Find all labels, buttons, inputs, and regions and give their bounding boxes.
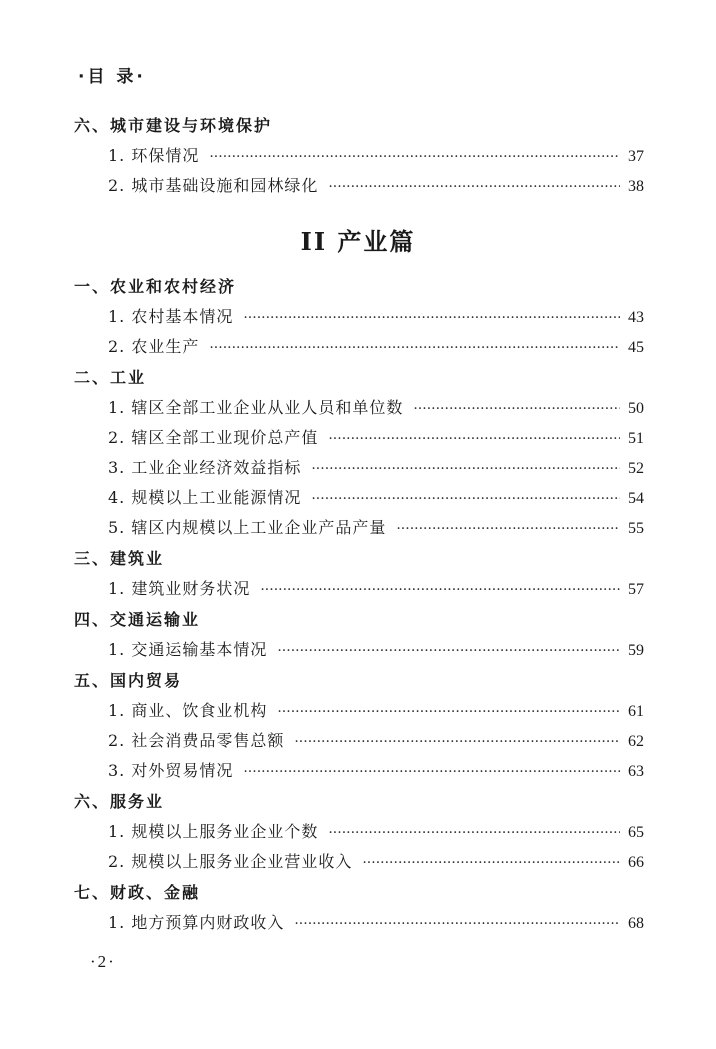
dot-leader: [243, 304, 620, 332]
entry-page-number: 59: [628, 642, 644, 659]
toc-entry[interactable]: [0, 697, 716, 725]
entry-page-number: 54: [628, 490, 644, 507]
entry-title: 3. 工业企业经济效益指标: [108, 458, 302, 477]
toc-entry[interactable]: [0, 333, 716, 361]
section-heading-text: 六、服务业: [74, 792, 165, 811]
entry-title: 2. 城市基础设施和园林绿化: [108, 176, 319, 195]
section-heading-text: 四、交通运输业: [74, 610, 201, 629]
toc-entry[interactable]: [0, 424, 716, 452]
entry-page-number: 66: [628, 854, 644, 871]
dot-leader: [396, 515, 620, 543]
entry-page-number: 37: [628, 148, 644, 165]
dot-leader: [277, 637, 620, 665]
entry-title: 2. 辖区全部工业现价总产值: [108, 428, 319, 447]
part-title: II 产业篇: [300, 227, 416, 256]
toc-section-heading: [0, 788, 716, 816]
section-heading-text: 二、工业: [74, 368, 147, 387]
entry-page-number: 61: [628, 703, 644, 720]
toc-entry[interactable]: [0, 454, 716, 482]
dot-leader: [328, 173, 620, 201]
toc-entry[interactable]: [0, 394, 716, 422]
entry-title: 2. 规模以上服务业企业营业收入: [108, 852, 353, 871]
dot-leader: [209, 334, 620, 362]
dot-leader: [311, 455, 620, 483]
toc-entry[interactable]: [0, 848, 716, 876]
dot-leader: [243, 758, 620, 786]
entry-page-number: 38: [628, 178, 644, 195]
dot-leader: [294, 910, 620, 938]
entry-title: 1. 地方预算内财政收入: [108, 913, 285, 932]
entry-title: 1. 环保情况: [108, 146, 200, 165]
entry-title: 1. 辖区全部工业企业从业人员和单位数: [108, 398, 404, 417]
entry-title: 1. 农村基本情况: [108, 307, 234, 326]
toc-section-heading: [0, 273, 716, 301]
toc-entry[interactable]: [0, 909, 716, 937]
toc-entry[interactable]: [0, 575, 716, 603]
dot-leader: [209, 143, 620, 171]
entry-page-number: 57: [628, 581, 644, 598]
entry-page-number: 51: [628, 430, 644, 447]
toc-section-heading: [0, 879, 716, 907]
toc-section-heading: [0, 606, 716, 634]
dot-leader: [328, 819, 620, 847]
entry-page-number: 68: [628, 915, 644, 932]
entry-title: 2. 农业生产: [108, 337, 200, 356]
section-heading-text: 六、城市建设与环境保护: [74, 116, 273, 135]
entry-page-number: 63: [628, 763, 644, 780]
dot-leader: [362, 849, 620, 877]
toc-entry[interactable]: [0, 818, 716, 846]
toc-entry[interactable]: [0, 727, 716, 755]
toc-entry[interactable]: [0, 142, 716, 170]
entry-page-number: 43: [628, 309, 644, 326]
entry-title: 4. 规模以上工业能源情况: [108, 488, 302, 507]
entry-page-number: 45: [628, 339, 644, 356]
toc-entry[interactable]: [0, 484, 716, 512]
entry-title: 2. 社会消费品零售总额: [108, 731, 285, 750]
entry-title: 1. 交通运输基本情况: [108, 640, 268, 659]
section-heading-text: 五、国内贸易: [74, 671, 183, 690]
section-heading-text: 三、建筑业: [74, 549, 165, 568]
page-number: ·2·: [90, 952, 116, 971]
entry-title: 5. 辖区内规模以上工业企业产品产量: [108, 518, 387, 537]
toc-entry[interactable]: [0, 757, 716, 785]
toc-entry[interactable]: [0, 636, 716, 664]
dot-leader: [328, 425, 620, 453]
entry-page-number: 50: [628, 400, 644, 417]
toc-entry[interactable]: [0, 514, 716, 542]
toc-section-heading: [0, 364, 716, 392]
dot-leader: [294, 728, 620, 756]
entry-page-number: 52: [628, 460, 644, 477]
section-heading-text: 一、农业和农村经济: [74, 277, 237, 296]
toc-section-heading: [0, 667, 716, 695]
entry-title: 1. 建筑业财务状况: [108, 579, 251, 598]
dot-leader: [260, 576, 620, 604]
entry-page-number: 62: [628, 733, 644, 750]
dot-leader: [277, 698, 620, 726]
section-heading-text: 七、财政、金融: [74, 883, 201, 902]
dot-leader: [413, 395, 620, 423]
running-header: ·目 录·: [78, 67, 146, 87]
dot-leader: [311, 485, 620, 513]
toc-entry[interactable]: [0, 172, 716, 200]
entry-title: 1. 商业、饮食业机构: [108, 701, 268, 720]
entry-title: 3. 对外贸易情况: [108, 761, 234, 780]
toc-section-heading: [0, 112, 716, 140]
entry-title: 1. 规模以上服务业企业个数: [108, 822, 319, 841]
entry-page-number: 65: [628, 824, 644, 841]
toc-section-heading: [0, 545, 716, 573]
toc-entry[interactable]: [0, 303, 716, 331]
entry-page-number: 55: [628, 520, 644, 537]
